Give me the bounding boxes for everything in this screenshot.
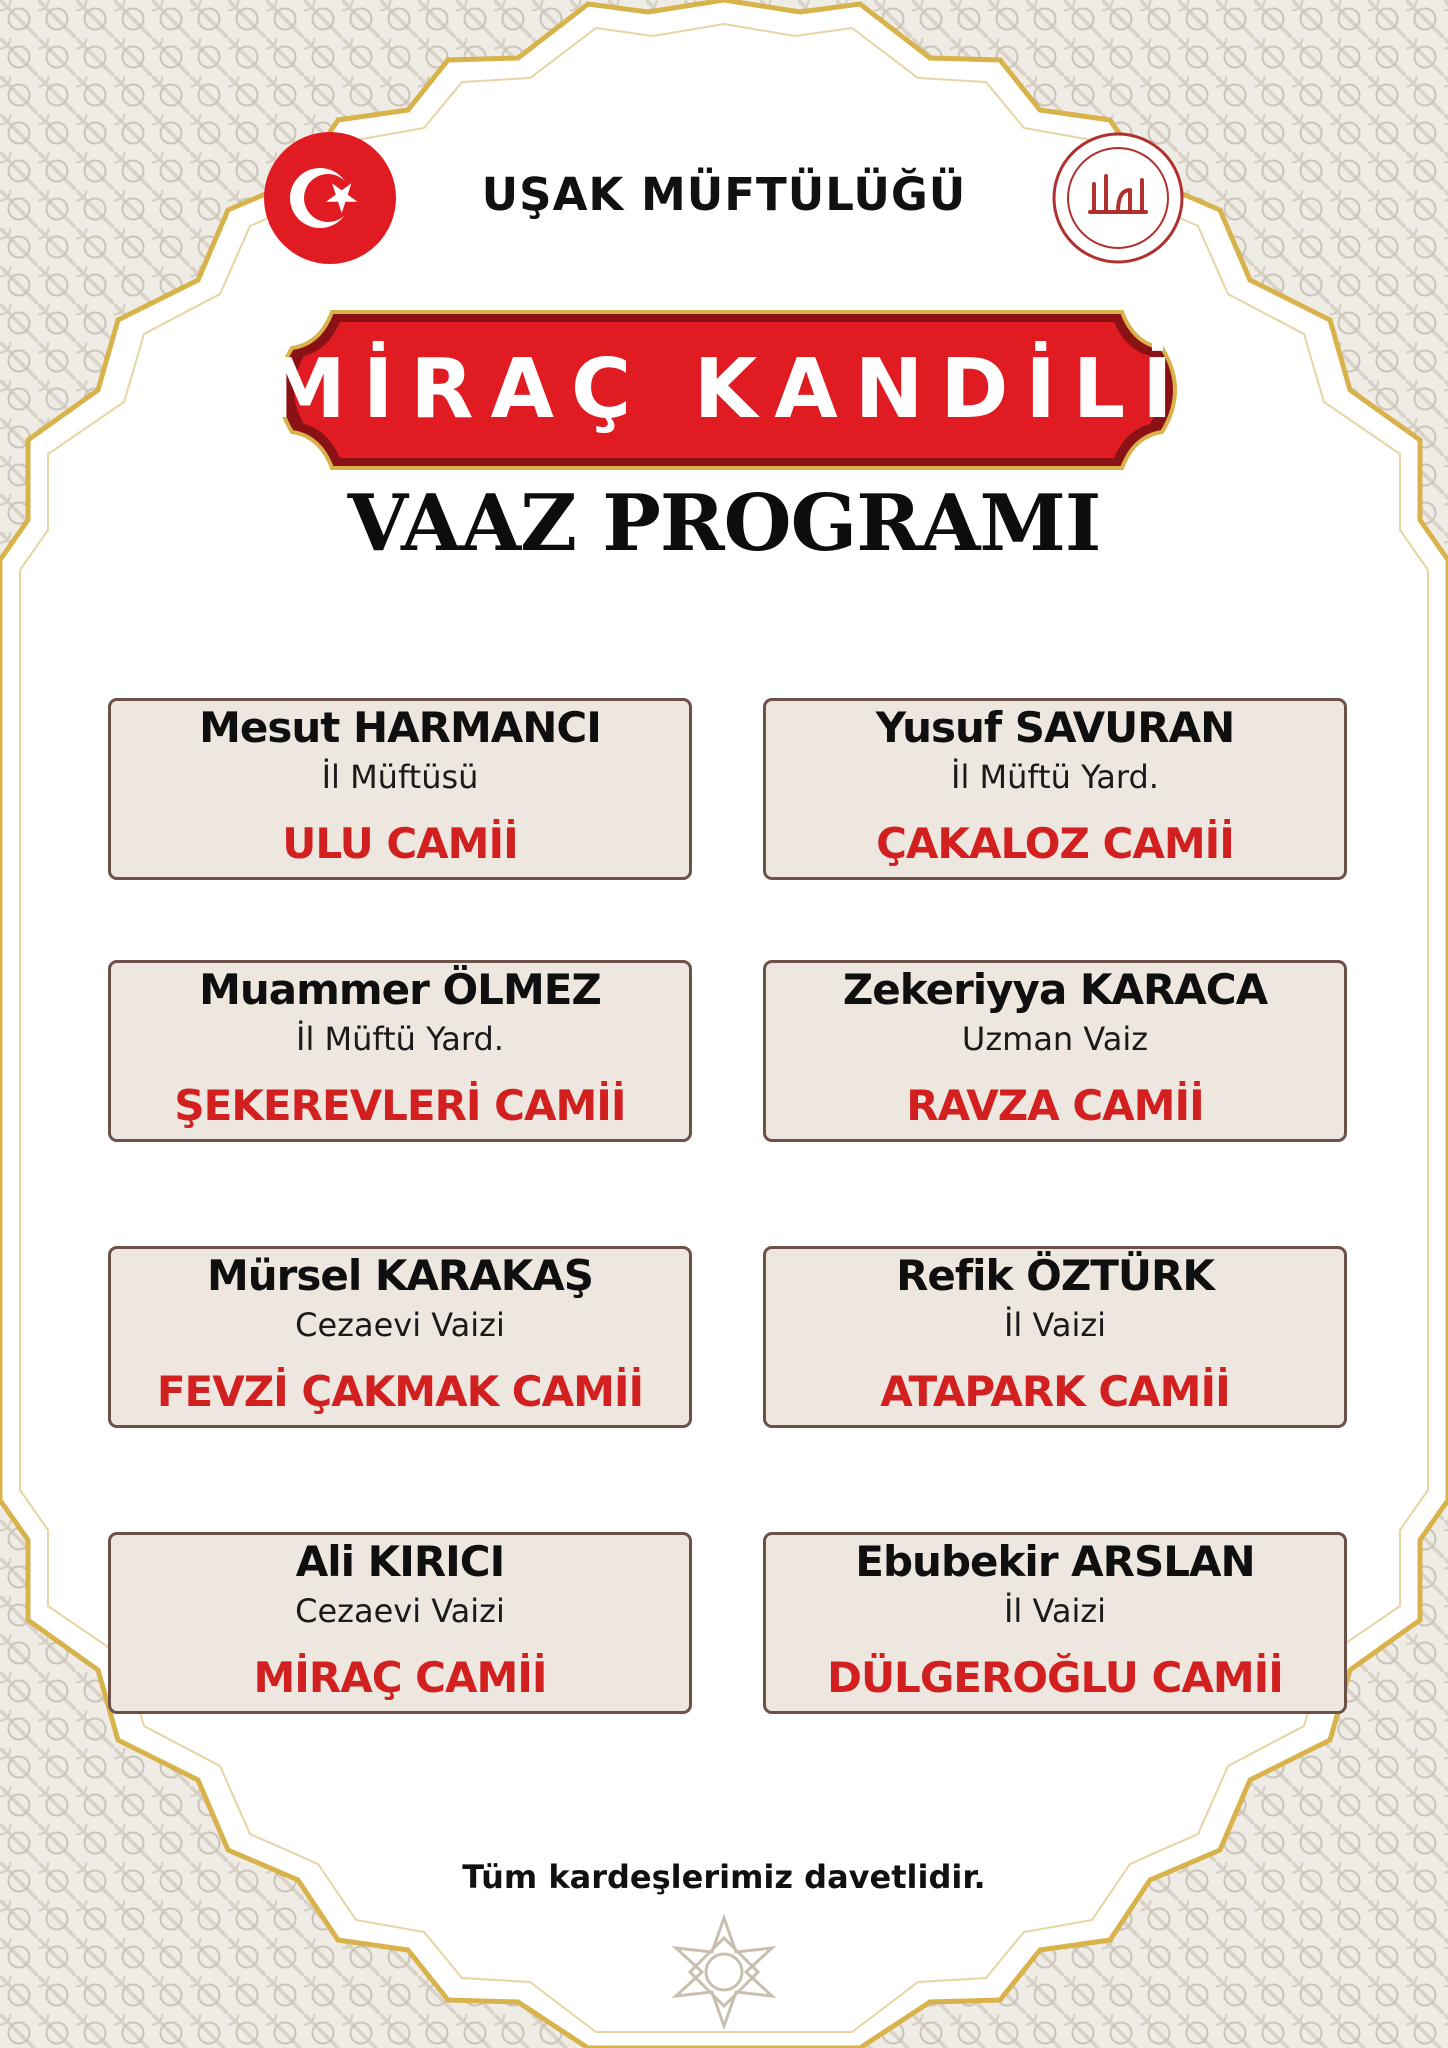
program-card <box>108 960 692 1142</box>
mosque-name: MİRAÇ CAMİİ <box>253 1653 547 1702</box>
preacher-name: Muammer ÖLMEZ <box>199 965 601 1014</box>
program-card <box>108 698 692 880</box>
banner-title: MİRAÇ KANDİLİ <box>264 342 1190 437</box>
footer-invitation: Tüm kardeşlerimiz davetlidir. <box>462 1858 986 1896</box>
preacher-title: İl Vaizi <box>1003 1306 1107 1344</box>
program-card <box>763 698 1347 880</box>
mosque-name: DÜLGEROĞLU CAMİİ <box>827 1653 1283 1702</box>
preacher-title: İl Müftü Yard. <box>296 1020 504 1058</box>
program-card <box>108 1246 692 1428</box>
preacher-title: Cezaevi Vaizi <box>295 1592 505 1630</box>
mosque-name: ÇAKALOZ CAMİİ <box>876 819 1234 868</box>
star-ornament-icon <box>664 1912 784 2032</box>
mosque-name: ULU CAMİİ <box>282 819 518 868</box>
program-subtitle: VAAZ PROGRAMI <box>347 478 1101 569</box>
preacher-name: Mürsel KARAKAŞ <box>206 1251 594 1300</box>
preacher-name: Yusuf SAVURAN <box>875 703 1235 752</box>
preacher-name: Ebubekir ARSLAN <box>855 1537 1255 1586</box>
preacher-name: Refik ÖZTÜRK <box>896 1251 1214 1300</box>
program-card <box>108 1532 692 1714</box>
preacher-title: İl Vaizi <box>1003 1592 1107 1630</box>
mosque-name: RAVZA CAMİİ <box>906 1081 1204 1130</box>
mosque-name: FEVZİ ÇAKMAK CAMİİ <box>156 1367 644 1416</box>
mosque-name: ŞEKEREVLERİ CAMİİ <box>174 1081 626 1130</box>
preacher-title: İl Müftü Yard. <box>951 758 1159 796</box>
program-card <box>763 1532 1347 1714</box>
mosque-name: ATAPARK CAMİİ <box>880 1367 1230 1416</box>
preacher-name: Ali KIRICI <box>295 1537 505 1586</box>
preacher-title: Uzman Vaiz <box>961 1020 1149 1058</box>
preacher-name: Zekeriyya KARACA <box>842 965 1268 1014</box>
preacher-title: İl Müftüsü <box>321 758 479 796</box>
program-card <box>763 1246 1347 1428</box>
page-header-title: UŞAK MÜFTÜLÜĞÜ <box>481 168 967 221</box>
diyanet-seal-icon <box>1050 130 1186 266</box>
preacher-name: Mesut HARMANCI <box>199 703 601 752</box>
program-card <box>763 960 1347 1142</box>
preacher-title: Cezaevi Vaizi <box>295 1306 505 1344</box>
